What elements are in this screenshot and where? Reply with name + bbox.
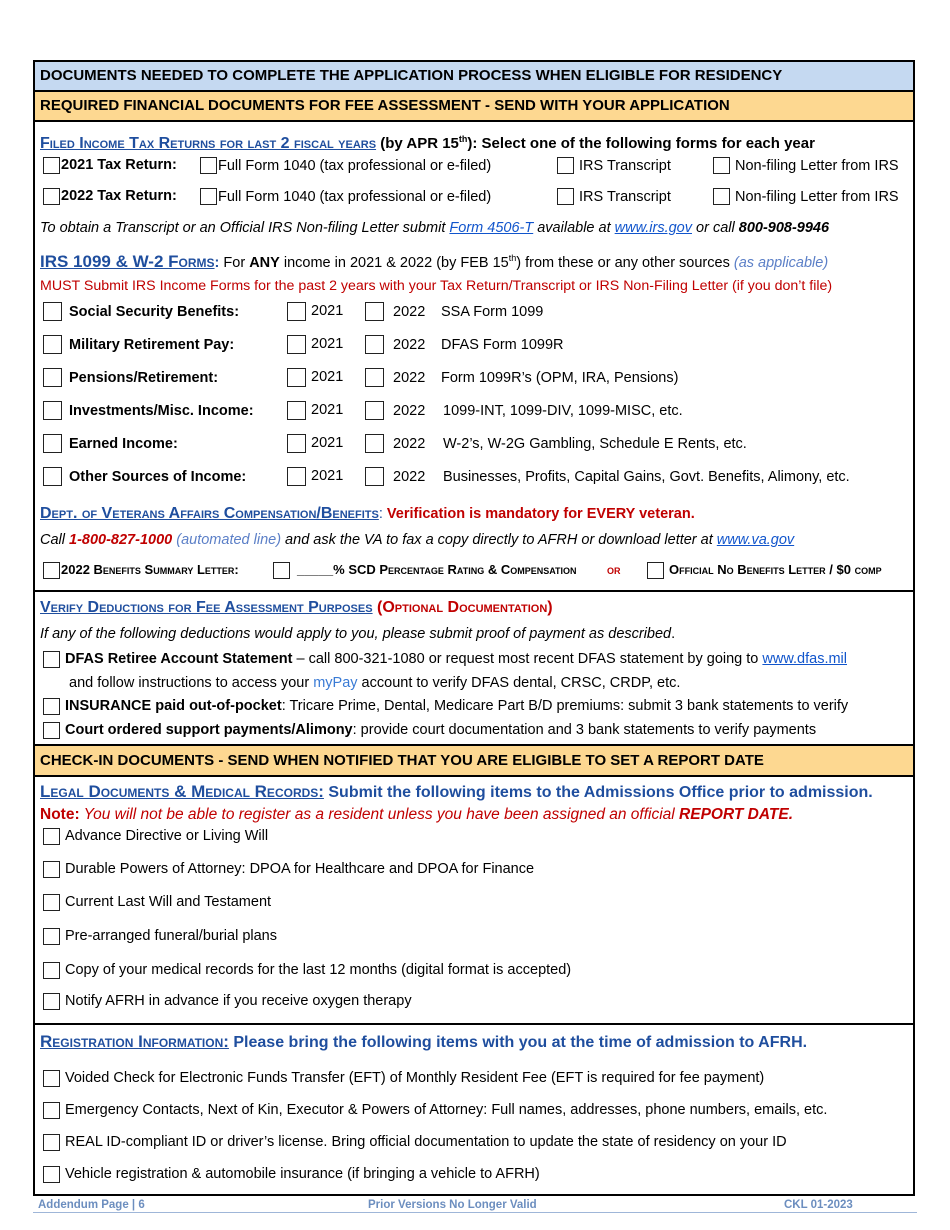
va-no-benefits-label: Official No Benefits Letter / $0 comp <box>669 562 882 577</box>
tax-2021-form1040-checkbox[interactable] <box>200 157 217 174</box>
income-2021-label: 2021 <box>311 336 344 352</box>
insurance-desc: : Tricare Prime, Dental, Medicare Part B/D premiums: submit 3 bank statements to verify <box>281 698 849 714</box>
irs-gov-link[interactable]: www.irs.gov <box>614 220 692 236</box>
income-form-description: W-2’s, W-2G Gambling, Schedule E Rents, etc. <box>443 436 747 452</box>
legal-item-label: Current Last Will and Testament <box>65 894 272 910</box>
court-support-desc: : provide court documentation and 3 bank statements to verify payments <box>352 722 817 738</box>
legal-note-label: Note: <box>40 806 80 823</box>
irs1099-heading-title: IRS 1099 & W-2 Forms <box>40 251 215 271</box>
insurance-title: INSURANCE paid out-of-pocket <box>65 698 282 714</box>
income-source-label: Military Retirement Pay: <box>69 337 235 353</box>
tax-heading-suffix: (by APR 15 <box>376 135 459 152</box>
va-mandatory: Verification is mandatory for EVERY veteran. <box>382 506 695 522</box>
legal-item-label: Advance Directive or Living Will <box>65 828 269 844</box>
income-source-label: Social Security Benefits: <box>69 304 240 320</box>
va-benefits-summary-label: 2022 Benefits Summary Letter: <box>61 562 239 577</box>
tax-2021-form1040-label: Full Form 1040 (tax professional or e-filed) <box>218 158 492 174</box>
registration-item-checkbox[interactable] <box>43 1070 60 1087</box>
va-heading <box>40 504 695 524</box>
legal-item-label: Durable Powers of Attorney: DPOA for Healthcare and DPOA for Finance <box>65 861 535 877</box>
tax-2022-form1040-checkbox[interactable] <box>200 188 217 205</box>
income-source-checkbox[interactable] <box>43 335 62 354</box>
income-2021-label: 2021 <box>311 303 344 319</box>
tax-note <box>40 218 829 238</box>
legal-item-checkbox[interactable] <box>43 894 60 911</box>
deductions-intro-end: . <box>671 626 676 642</box>
legal-item-checkbox[interactable] <box>43 828 60 845</box>
dfas-statement-title: DFAS Retiree Account Statement <box>65 651 293 667</box>
legal-item-checkbox[interactable] <box>43 993 60 1010</box>
income-source-label: Pensions/Retirement: <box>69 370 219 386</box>
income-form-description: Form 1099R’s (OPM, IRA, Pensions) <box>441 370 679 386</box>
income-2022-checkbox[interactable] <box>365 467 384 486</box>
income-2021-checkbox[interactable] <box>287 434 306 453</box>
registration-item-label: Emergency Contacts, Next of Kin, Executor & Powers of Attorney: Full names, addresses, phone numbers, emails, etc. <box>65 1102 828 1118</box>
tax-heading <box>40 129 815 154</box>
income-2021-label: 2021 <box>311 435 344 451</box>
va-heading-title: Dept. of Veterans Affairs Compensation/Benefits <box>40 505 379 522</box>
income-2022-label: 2022 <box>393 403 426 419</box>
insurance-text <box>65 696 848 716</box>
registration-item-label: Vehicle registration & automobile insurance (if bringing a vehicle to AFRH) <box>65 1166 540 1182</box>
tax-2021-nonfiling-label: Non-filing Letter from IRS <box>735 158 899 174</box>
tax-note-text: To obtain a Transcript or an Official IRS Non-filing Letter submit <box>40 220 450 236</box>
registration-item-checkbox[interactable] <box>43 1102 60 1119</box>
dfas-statement-desc: – call 800-321-1080 or request most recent DFAS statement by going to <box>292 651 763 667</box>
divider <box>35 590 913 592</box>
divider <box>35 775 913 777</box>
dfas-statement-line2 <box>69 673 680 693</box>
dfas-statement-checkbox[interactable] <box>43 651 60 668</box>
deductions-intro <box>40 624 675 644</box>
legal-note <box>40 805 793 825</box>
income-source-checkbox[interactable] <box>43 368 62 387</box>
tax-2021-checkbox[interactable] <box>43 157 60 174</box>
dfas-line2-text: and follow instructions to access your <box>69 675 314 691</box>
checklist-frame <box>33 60 915 1196</box>
va-no-benefits-checkbox[interactable] <box>647 562 664 579</box>
deductions-optional: (Optional Documentation) <box>372 599 553 616</box>
tax-heading-sup: th <box>458 134 468 144</box>
legal-item-label: Copy of your medical records for the last 12 months (digital format is accepted) <box>65 962 572 978</box>
va-heading-colon: : <box>378 506 383 522</box>
va-call-text: Call <box>40 532 70 548</box>
tax-2022-transcript-label: IRS Transcript <box>579 189 671 205</box>
va-phone: 1-800-827-1000 <box>69 532 173 548</box>
legal-item-label: Pre-arranged funeral/burial plans <box>65 928 277 944</box>
va-call-text-2: and ask the VA to fax a copy directly to AFRH or download letter at <box>281 532 717 548</box>
income-2022-label: 2022 <box>393 469 426 485</box>
tax-2022-nonfiling-label: Non-filing Letter from IRS <box>735 189 899 205</box>
footer-rule <box>33 1212 917 1213</box>
insurance-checkbox[interactable] <box>43 698 60 715</box>
irs1099-heading <box>40 248 828 273</box>
tax-2022-label: 2022 Tax Return: <box>61 188 177 204</box>
registration-item-checkbox[interactable] <box>43 1166 60 1183</box>
irs1099-desc-3: ) from these or any other sources <box>516 254 734 271</box>
tax-2021-transcript-label: IRS Transcript <box>579 158 671 174</box>
income-form-description: Businesses, Profits, Capital Gains, Govt. Benefits, Alimony, etc. <box>443 469 850 485</box>
legal-item-checkbox[interactable] <box>43 861 60 878</box>
deductions-heading <box>40 598 553 618</box>
income-2021-label: 2021 <box>311 369 344 385</box>
registration-heading <box>40 1032 807 1053</box>
tax-2021-transcript-checkbox[interactable] <box>557 157 574 174</box>
irs1099-must-submit: MUST Submit IRS Income Forms for the past 2 years with your Tax Return/Transcript or IRS Non-Filing Letter (if you don’t file) <box>40 278 833 294</box>
legal-heading-title: Legal Documents & Medical Records: <box>40 782 324 801</box>
deductions-intro-text: If any of the following deductions would apply to you, please submit proof of payment as described <box>40 626 672 642</box>
footer-code: CKL 01-2023 <box>784 1199 853 1211</box>
registration-item-checkbox[interactable] <box>43 1134 60 1151</box>
income-2022-label: 2022 <box>393 370 426 386</box>
dfas-line2-text-2: account to verify DFAS dental, CRSC, CRDP, etc. <box>357 675 681 691</box>
financial-required-band: REQUIRED FINANCIAL DOCUMENTS FOR FEE ASSESSMENT - SEND WITH YOUR APPLICATION <box>35 92 913 120</box>
court-support-title: Court ordered support payments/Alimony <box>65 722 353 738</box>
registration-heading-title: Registration Information: <box>40 1032 229 1051</box>
income-form-description: DFAS Form 1099R <box>441 337 564 353</box>
income-2021-label: 2021 <box>311 468 344 484</box>
income-2021-checkbox[interactable] <box>287 368 306 387</box>
income-source-label: Investments/Misc. Income: <box>69 403 254 419</box>
income-2022-checkbox[interactable] <box>365 302 384 321</box>
tax-2021-nonfiling-checkbox[interactable] <box>713 157 730 174</box>
irs1099-heading-colon: : <box>214 254 220 271</box>
income-form-description: SSA Form 1099 <box>441 304 544 320</box>
divider <box>35 1023 913 1025</box>
tax-2022-form1040-label: Full Form 1040 (tax professional or e-filed) <box>218 189 492 205</box>
irs-phone: 800-908-9946 <box>738 220 830 236</box>
footer-page-number: Addendum Page | 6 <box>38 1199 145 1211</box>
check-in-band: CHECK-IN DOCUMENTS - SEND WHEN NOTIFIED THAT YOU ARE ELIGIBLE TO SET A REPORT DATE <box>35 746 913 775</box>
legal-note-text: You will not be able to register as a resident unless you have been assigned an official <box>79 806 680 823</box>
income-2021-checkbox[interactable] <box>287 401 306 420</box>
legal-item-label: Notify AFRH in advance if you receive oxygen therapy <box>65 993 412 1009</box>
legal-heading <box>40 782 873 803</box>
va-automated: (automated line) <box>172 532 282 548</box>
income-2021-checkbox[interactable] <box>287 467 306 486</box>
income-form-description: 1099-INT, 1099-DIV, 1099-MISC, etc. <box>443 403 683 419</box>
va-benefits-summary-checkbox[interactable] <box>43 562 60 579</box>
income-2021-checkbox[interactable] <box>287 302 306 321</box>
legal-item-checkbox[interactable] <box>43 962 60 979</box>
irs1099-desc-any: ANY <box>249 254 280 271</box>
income-source-checkbox[interactable] <box>43 467 62 486</box>
dfas-statement-text <box>65 649 847 669</box>
deductions-heading-title: Verify Deductions for Fee Assessment Purposes <box>40 599 373 616</box>
tax-note-text-2: available at <box>533 220 615 236</box>
legal-item-checkbox[interactable] <box>43 928 60 945</box>
irs1099-desc-sup: th <box>508 253 517 263</box>
irs1099-desc: For <box>219 254 250 271</box>
income-2022-checkbox[interactable] <box>365 335 384 354</box>
irs1099-desc-2: income in 2021 & 2022 (by FEB 15 <box>279 254 509 271</box>
documents-needed-band: DOCUMENTS NEEDED TO COMPLETE THE APPLICATION PROCESS WHEN ELIGIBLE FOR RESIDENCY <box>35 62 913 90</box>
footer-versions: Prior Versions No Longer Valid <box>368 1199 537 1211</box>
income-source-checkbox[interactable] <box>43 434 62 453</box>
income-source-checkbox[interactable] <box>43 401 62 420</box>
irs1099-applicable: (as applicable) <box>733 254 829 271</box>
income-2022-checkbox[interactable] <box>365 434 384 453</box>
income-source-checkbox[interactable] <box>43 302 62 321</box>
tax-heading-title: Filed Income Tax Returns for last 2 fiscal years <box>40 135 377 152</box>
registration-item-label: Voided Check for Electronic Funds Transfer (EFT) of Monthly Resident Fee (EFT is required for fee payment) <box>65 1070 765 1086</box>
tax-2022-transcript-checkbox[interactable] <box>557 188 574 205</box>
legal-note-report-date: REPORT DATE. <box>679 806 794 823</box>
income-2022-label: 2022 <box>393 337 426 353</box>
income-2022-checkbox[interactable] <box>365 401 384 420</box>
form-4506t-link[interactable]: Form 4506-T <box>449 220 534 236</box>
va-call-note <box>40 530 794 550</box>
income-2021-label: 2021 <box>311 402 344 418</box>
registration-item-label: REAL ID-compliant ID or driver’s license. Bring official documentation to update the state of residency on your ID <box>65 1134 787 1150</box>
income-source-label: Earned Income: <box>69 436 178 452</box>
income-2022-label: 2022 <box>393 436 426 452</box>
va-or-text: or <box>607 562 621 577</box>
tax-2022-checkbox[interactable] <box>43 188 60 205</box>
divider <box>35 120 913 122</box>
va-gov-link[interactable]: www.va.gov <box>716 532 795 548</box>
va-scd-rating-checkbox[interactable] <box>273 562 290 579</box>
mypay-link[interactable]: myPay <box>313 675 358 691</box>
tax-2022-nonfiling-checkbox[interactable] <box>713 188 730 205</box>
income-2022-label: 2022 <box>393 304 426 320</box>
income-2021-checkbox[interactable] <box>287 335 306 354</box>
income-2022-checkbox[interactable] <box>365 368 384 387</box>
va-scd-rating-label: _____% SCD Percentage Rating & Compensation <box>297 562 577 577</box>
tax-note-text-3: or call <box>692 220 739 236</box>
dfas-mil-link[interactable]: www.dfas.mil <box>762 651 847 667</box>
court-support-text <box>65 720 816 740</box>
court-support-checkbox[interactable] <box>43 722 60 739</box>
registration-heading-rest: Please bring the following items with you at the time of admission to AFRH. <box>228 1034 808 1051</box>
tax-2021-label: 2021 Tax Return: <box>61 157 177 173</box>
income-source-label: Other Sources of Income: <box>69 469 247 485</box>
legal-heading-rest: Submit the following items to the Admissions Office prior to admission. <box>323 784 873 801</box>
tax-heading-suffix-2: ): Select one of the following forms for each year <box>467 135 815 152</box>
